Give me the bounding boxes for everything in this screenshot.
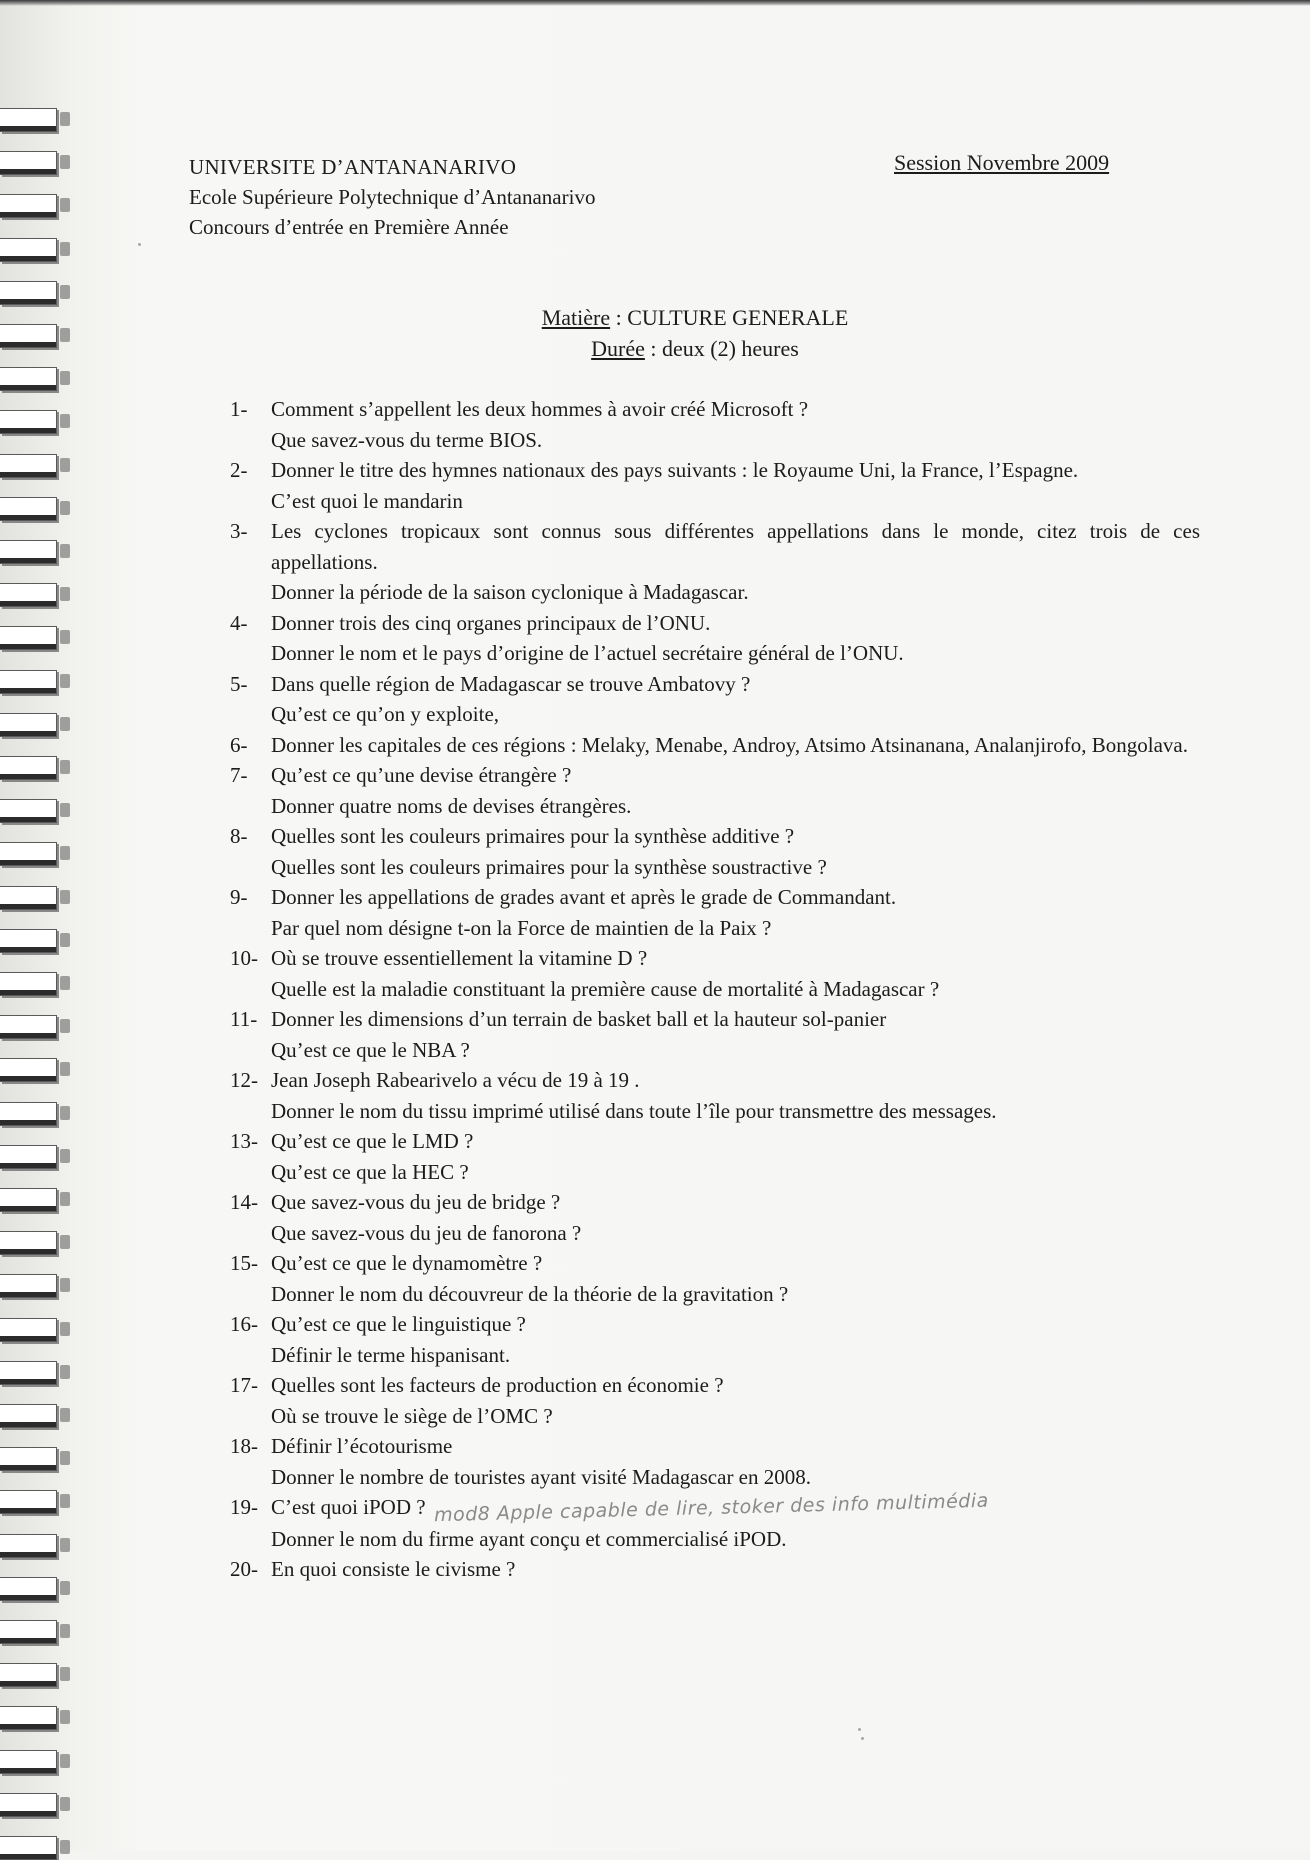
question-line: En quoi consiste le civisme ? bbox=[271, 1557, 516, 1581]
question-text bbox=[271, 1065, 1200, 1096]
binding-hole bbox=[60, 544, 70, 558]
binding-ring bbox=[0, 1577, 57, 1601]
question-line: Donner la période de la saison cyclonique à Madagascar. bbox=[271, 580, 749, 604]
binding-hole bbox=[60, 198, 70, 212]
question-item bbox=[230, 821, 1200, 882]
binding-ring bbox=[0, 1145, 57, 1169]
exam-name: Concours d’entrée en Première Année bbox=[189, 215, 509, 239]
question-subtext bbox=[271, 1035, 1200, 1066]
binding-hole bbox=[60, 1149, 70, 1163]
question-line: Dans quelle région de Madagascar se trouve Ambatovy ? bbox=[271, 671, 751, 696]
binding-ring bbox=[0, 454, 57, 478]
duree-label: Durée bbox=[591, 336, 645, 361]
question-number: 10- bbox=[230, 946, 258, 970]
question-text bbox=[271, 1489, 1200, 1527]
question-number: 4- bbox=[230, 610, 248, 635]
duration-line bbox=[0, 333, 1310, 364]
question-line: Que savez-vous du jeu de fanorona ? bbox=[271, 1220, 582, 1245]
question-item bbox=[230, 1248, 1200, 1309]
question-line: Qu’est ce que le dynamomètre ? bbox=[271, 1251, 543, 1275]
question-subtext bbox=[271, 577, 1200, 608]
binding-hole bbox=[60, 1667, 70, 1681]
binding-ring bbox=[0, 626, 57, 650]
question-subtext bbox=[271, 1157, 1200, 1188]
binding-hole bbox=[60, 1192, 70, 1206]
question-text bbox=[271, 608, 1200, 639]
binding-ring bbox=[0, 1058, 57, 1082]
binding-ring bbox=[0, 1404, 57, 1428]
question-text bbox=[271, 516, 1200, 577]
binding-ring bbox=[0, 842, 57, 866]
binding-hole bbox=[60, 587, 70, 601]
binding-ring bbox=[0, 1663, 57, 1687]
matiere-label: Matière bbox=[541, 305, 611, 330]
binding-hole bbox=[60, 285, 70, 299]
question-line: Jean Joseph Rabearivelo a vécu de 19 à 19 . bbox=[271, 1068, 640, 1092]
binding-ring bbox=[0, 1750, 57, 1774]
binding-ring bbox=[0, 151, 57, 175]
duree-value: : deux (2) heures bbox=[644, 336, 799, 361]
question-line: Donner quatre noms de devises étrangères. bbox=[271, 793, 632, 818]
session-label: Session Novembre 2009 bbox=[894, 150, 1110, 175]
binding-ring bbox=[0, 194, 57, 218]
question-line: Définir l’écotourisme bbox=[271, 1434, 453, 1458]
binding-ring bbox=[0, 540, 57, 564]
binding-hole bbox=[60, 1278, 70, 1292]
binding-hole bbox=[60, 414, 70, 428]
question-line: Donner le nom du tissu imprimé utilisé dans toute l’île pour transmettre des messages. bbox=[271, 1098, 997, 1123]
binding-hole bbox=[60, 976, 70, 990]
question-subtext bbox=[271, 1340, 1200, 1371]
binding-hole bbox=[60, 1365, 70, 1379]
question-line: Qu’est ce que le NBA ? bbox=[271, 1037, 470, 1062]
question-item bbox=[230, 516, 1200, 608]
question-number: 20- bbox=[230, 1557, 258, 1581]
question-text bbox=[271, 669, 1200, 700]
binding-hole bbox=[60, 1322, 70, 1336]
question-item bbox=[230, 1065, 1200, 1126]
question-item bbox=[230, 730, 1200, 761]
question-item bbox=[230, 1309, 1200, 1370]
handwritten-note: mod8 Apple capable de lire, stoker des info multimédia bbox=[433, 1489, 989, 1527]
binding-hole bbox=[60, 760, 70, 774]
binding-ring bbox=[0, 1015, 57, 1039]
binding-hole bbox=[60, 1754, 70, 1768]
question-text bbox=[271, 943, 1200, 974]
question-item bbox=[230, 1431, 1200, 1492]
binding-hole bbox=[60, 630, 70, 644]
binding-ring bbox=[0, 497, 57, 521]
question-subtext bbox=[271, 1279, 1200, 1310]
binding-hole bbox=[60, 1710, 70, 1724]
question-item bbox=[230, 1126, 1200, 1187]
question-line: Donner les capitales de ces régions : Melaky, Menabe, Androy, Atsimo Atsinanana, Analanjirofo, Bongolava. bbox=[271, 732, 1188, 757]
scan-speck bbox=[861, 1737, 864, 1740]
binding-ring bbox=[0, 1620, 57, 1644]
question-text bbox=[271, 1309, 1200, 1340]
school-name: Ecole Supérieure Polytechnique d’Antananarivo bbox=[189, 185, 596, 209]
question-subtext bbox=[271, 974, 1200, 1005]
question-subtext bbox=[271, 638, 1200, 669]
question-line: Quelles sont les facteurs de production en économie ? bbox=[271, 1373, 724, 1397]
question-text bbox=[271, 1187, 1200, 1218]
question-subtext bbox=[271, 1524, 1200, 1555]
subject-line bbox=[0, 302, 1310, 333]
question-item bbox=[230, 394, 1200, 455]
binding-ring bbox=[0, 1274, 57, 1298]
question-line: C’est quoi le mandarin bbox=[271, 488, 463, 513]
question-text bbox=[271, 1554, 1200, 1585]
binding-hole bbox=[60, 1494, 70, 1508]
binding-ring bbox=[0, 1706, 57, 1730]
question-item bbox=[230, 882, 1200, 943]
institution-header bbox=[189, 152, 595, 242]
question-number: 9- bbox=[230, 885, 248, 909]
question-line: Quelles sont les couleurs primaires pour la synthèse soustractive ? bbox=[271, 854, 827, 879]
question-line: Quelles sont les couleurs primaires pour la synthèse additive ? bbox=[271, 824, 795, 848]
question-text bbox=[271, 455, 1200, 486]
question-line: Donner le nom du découvreur de la théorie de la gravitation ? bbox=[271, 1281, 789, 1306]
question-line: Définir le terme hispanisant. bbox=[271, 1342, 511, 1367]
question-text bbox=[271, 1431, 1200, 1462]
question-number: 11- bbox=[230, 1007, 258, 1031]
binding-ring bbox=[0, 1361, 57, 1385]
question-number: 6- bbox=[230, 732, 248, 757]
binding-ring bbox=[0, 972, 57, 996]
binding-ring bbox=[0, 1534, 57, 1558]
binding-hole bbox=[60, 1797, 70, 1811]
question-item bbox=[230, 1489, 1200, 1554]
question-item bbox=[230, 608, 1200, 669]
binding-hole bbox=[60, 1840, 70, 1854]
question-number: 8- bbox=[230, 824, 248, 848]
binding-hole bbox=[60, 1624, 70, 1638]
question-text bbox=[271, 1370, 1200, 1401]
binding-hole bbox=[60, 1451, 70, 1465]
binding-ring bbox=[0, 410, 57, 434]
question-number: 18- bbox=[230, 1434, 258, 1458]
binding-hole bbox=[60, 458, 70, 472]
binding-ring bbox=[0, 670, 57, 694]
binding-hole bbox=[60, 1581, 70, 1595]
binding-ring bbox=[0, 756, 57, 780]
binding-hole bbox=[60, 846, 70, 860]
question-line: Les cyclones tropicaux sont connus sous différentes appellations dans le monde, citez trois de ces appellations. bbox=[271, 519, 1200, 574]
question-item bbox=[230, 760, 1200, 821]
question-number: 15- bbox=[230, 1251, 258, 1275]
university-name: UNIVERSITE D’ANTANANARIVO bbox=[189, 155, 517, 179]
question-subtext bbox=[271, 1218, 1200, 1249]
binding-hole bbox=[60, 717, 70, 731]
question-subtext bbox=[271, 425, 1200, 456]
question-item bbox=[230, 1004, 1200, 1065]
question-list bbox=[230, 394, 1200, 1585]
matiere-value: : CULTURE GENERALE bbox=[610, 305, 849, 330]
binding-hole bbox=[60, 1235, 70, 1249]
question-line: Où se trouve le siège de l’OMC ? bbox=[271, 1403, 553, 1428]
question-line: Donner le nombre de touristes ayant visité Madagascar en 2008. bbox=[271, 1464, 812, 1489]
question-subtext bbox=[271, 852, 1200, 883]
question-line: Que savez-vous du terme BIOS. bbox=[271, 427, 543, 452]
question-text bbox=[271, 730, 1200, 761]
question-number: 5- bbox=[230, 671, 248, 696]
question-line: Qu’est ce que la HEC ? bbox=[271, 1159, 469, 1184]
question-item bbox=[230, 1370, 1200, 1431]
question-text bbox=[271, 1126, 1200, 1157]
question-subtext bbox=[271, 1462, 1200, 1493]
binding-hole bbox=[60, 1106, 70, 1120]
question-number: 14- bbox=[230, 1190, 258, 1214]
question-number: 2- bbox=[230, 458, 248, 482]
binding-hole bbox=[60, 803, 70, 817]
binding-ring bbox=[0, 1318, 57, 1342]
question-subtext bbox=[271, 486, 1200, 517]
binding-hole bbox=[60, 1019, 70, 1033]
question-line: Donner trois des cinq organes principaux de l’ONU. bbox=[271, 610, 711, 635]
binding-hole bbox=[60, 112, 70, 126]
binding-ring bbox=[0, 1231, 57, 1255]
question-number: 1- bbox=[230, 397, 248, 421]
subject-block bbox=[0, 302, 1310, 364]
question-item bbox=[230, 669, 1200, 730]
binding-hole bbox=[60, 1408, 70, 1422]
binding-ring bbox=[0, 886, 57, 910]
spiral-binding bbox=[0, 0, 72, 1851]
binding-hole bbox=[60, 501, 70, 515]
binding-ring bbox=[0, 1102, 57, 1126]
question-number: 12- bbox=[230, 1068, 258, 1092]
question-line: Qu’est ce qu’on y exploite, bbox=[271, 702, 500, 726]
question-line: Comment s’appellent les deux hommes à avoir créé Microsoft ? bbox=[271, 397, 809, 421]
question-line: Qu’est ce qu’une devise étrangère ? bbox=[271, 763, 572, 787]
question-line: Donner le titre des hymnes nationaux des pays suivants : le Royaume Uni, la France, l’Espagne. bbox=[271, 458, 1079, 482]
question-item bbox=[230, 1187, 1200, 1248]
question-item bbox=[230, 1554, 1200, 1585]
question-subtext bbox=[271, 1096, 1200, 1127]
page-top-edge bbox=[0, 0, 1310, 6]
binding-ring bbox=[0, 1490, 57, 1514]
question-number: 7- bbox=[230, 763, 248, 787]
binding-ring bbox=[0, 238, 57, 262]
binding-hole bbox=[60, 674, 70, 688]
binding-ring bbox=[0, 583, 57, 607]
question-subtext bbox=[271, 699, 1200, 730]
question-item bbox=[230, 455, 1200, 516]
binding-hole bbox=[60, 371, 70, 385]
question-text bbox=[271, 1248, 1200, 1279]
question-text bbox=[271, 882, 1200, 913]
binding-ring bbox=[0, 1793, 57, 1817]
question-line: Que savez-vous du jeu de bridge ? bbox=[271, 1190, 561, 1214]
binding-hole bbox=[60, 242, 70, 256]
question-line: Qu’est ce que le LMD ? bbox=[271, 1129, 474, 1153]
question-number: 19- bbox=[230, 1495, 258, 1519]
question-item bbox=[230, 943, 1200, 1004]
binding-ring bbox=[0, 1836, 57, 1860]
question-subtext bbox=[271, 1401, 1200, 1432]
question-number: 16- bbox=[230, 1312, 258, 1336]
question-text bbox=[271, 1004, 1200, 1035]
question-line: Donner le nom et le pays d’origine de l’actuel secrétaire général de l’ONU. bbox=[271, 641, 904, 665]
scan-speck bbox=[138, 243, 141, 246]
binding-ring bbox=[0, 929, 57, 953]
binding-ring bbox=[0, 1447, 57, 1471]
question-line: Quelle est la maladie constituant la première cause de mortalité à Madagascar ? bbox=[271, 976, 940, 1001]
question-line: Donner les appellations de grades avant et après le grade de Commandant. bbox=[271, 885, 897, 909]
question-subtext bbox=[271, 791, 1200, 822]
binding-ring bbox=[0, 713, 57, 737]
question-line: Par quel nom désigne t-on la Force de maintien de la Paix ? bbox=[271, 915, 772, 940]
binding-ring bbox=[0, 108, 57, 132]
question-text bbox=[271, 394, 1200, 425]
binding-hole bbox=[60, 1538, 70, 1552]
question-line: Donner les dimensions d’un terrain de basket ball et la hauteur sol-panier bbox=[271, 1007, 887, 1031]
binding-hole bbox=[60, 155, 70, 169]
binding-ring bbox=[0, 799, 57, 823]
question-line: Donner le nom du firme ayant conçu et commercialisé iPOD. bbox=[271, 1526, 787, 1551]
binding-hole bbox=[60, 933, 70, 947]
binding-ring bbox=[0, 1188, 57, 1212]
binding-hole bbox=[60, 890, 70, 904]
question-line: C’est quoi iPOD ? bbox=[271, 1495, 426, 1519]
question-line: Qu’est ce que le linguistique ? bbox=[271, 1312, 526, 1336]
binding-ring bbox=[0, 367, 57, 391]
question-text bbox=[271, 821, 1200, 852]
question-subtext bbox=[271, 913, 1200, 944]
scan-speck bbox=[858, 1728, 861, 1731]
question-number: 3- bbox=[230, 519, 248, 543]
question-line: Où se trouve essentiellement la vitamine D ? bbox=[271, 946, 648, 970]
question-text bbox=[271, 760, 1200, 791]
binding-hole bbox=[60, 1062, 70, 1076]
question-number: 13- bbox=[230, 1129, 258, 1153]
question-number: 17- bbox=[230, 1373, 258, 1397]
